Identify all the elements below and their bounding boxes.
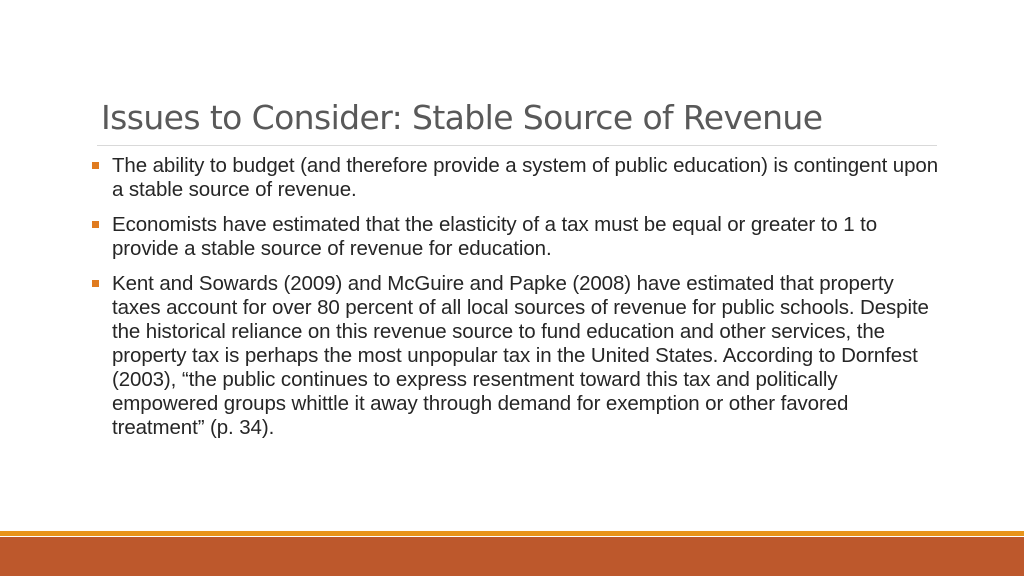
footer-accent-stripe <box>0 531 1024 536</box>
square-bullet-icon <box>92 221 99 228</box>
bullet-item <box>92 213 942 261</box>
bullet-item <box>92 272 942 440</box>
square-bullet-icon <box>92 162 99 169</box>
bullet-text: Kent and Sowards (2009) and McGuire and Papke (2008) have estimated that property taxes account for over 80 percent of all local sources of revenue for public schools. Despite the historical reliance on this revenue source to fund education and other services, the property tax is perhaps the most unpopular tax in the United States. According to Dornfest (2003), “the public continues to express resentment toward this tax and politically empowered groups whittle it away through demand for exemption or other favored treatment” (p. 34). <box>112 272 929 439</box>
square-bullet-icon <box>92 280 99 287</box>
slide-title: Issues to Consider: Stable Source of Revenue <box>101 98 823 137</box>
bullet-item <box>92 154 942 202</box>
bullet-list <box>92 154 942 451</box>
title-divider <box>97 145 937 146</box>
bullet-text: Economists have estimated that the elasticity of a tax must be equal or greater to 1 to provide a stable source of revenue for education. <box>112 213 878 260</box>
bullet-text: The ability to budget (and therefore provide a system of public education) is contingent upon a stable source of revenue. <box>112 154 939 201</box>
footer-bar <box>0 537 1024 576</box>
